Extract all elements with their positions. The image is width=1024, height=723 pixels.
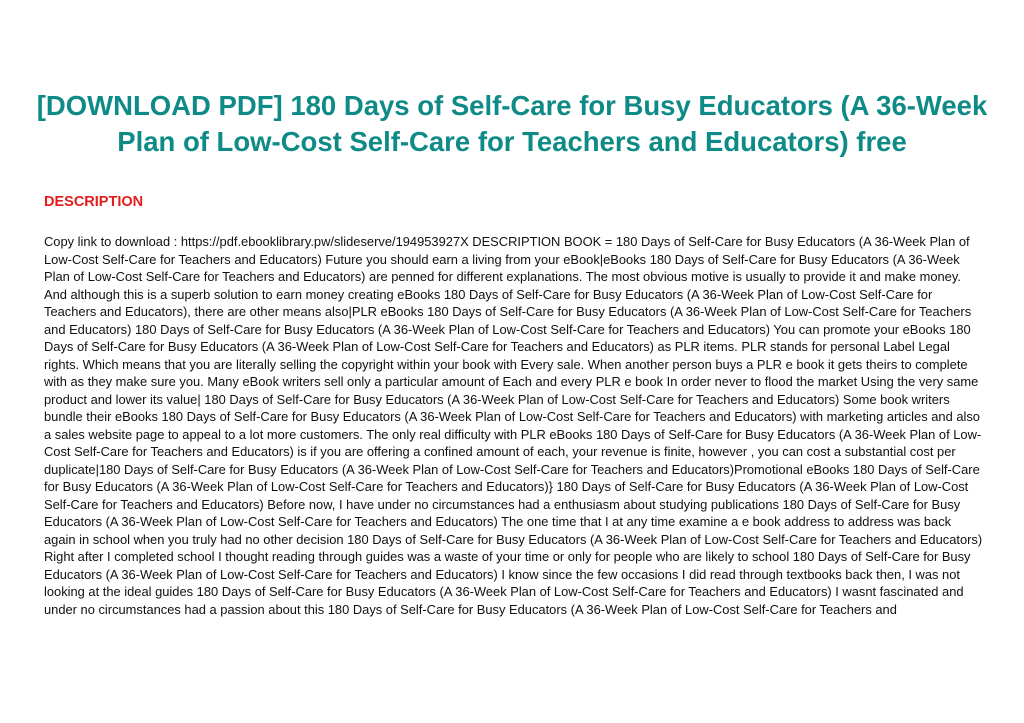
description-heading: DESCRIPTION xyxy=(44,194,144,210)
document-title: [DOWNLOAD PDF] 180 Days of Self-Care for Busy Educators (A 36-Week Plan of Low-Cost Self-Care for Teachers and Educators) free xyxy=(36,90,988,157)
description-body: Copy link to download : https://pdf.ebooklibrary.pw/slideserve/194953927X DESCRIPTION BOOK = 180 Days of Self-Care for Busy Educators (A 36-Week Plan of Low-Cost Self-Care for Teachers and Educators) Future you should earn a living from your eBook|eBooks 180 Days of Self-Care for Busy Educators (A 36-Week Plan of Low-Cost Self-Care for Teachers and Educators) are penned for different explanations. The most obvious motive is usually to provide it and make money. And although this is a superb solution to earn money creating eBooks 180 Days of Self-Care for Busy Educators (A 36-Week Plan of Low-Cost Self-Care for Teachers and Educators), there are other means also|PLR eBooks 180 Days of Self-Care for Busy Educators (A 36-Week Plan of Low-Cost Self-Care for Teachers and Educators) 180 Days of Self-Care for Busy Educators (A 36-Week Plan of Low-Cost Self-Care for Teachers and Educators) You can promote your eBooks 180 Days of Self-Care for Busy Educators (A 36-Week Plan of Low-Cost Self-Care for Teachers and Educators) as PLR items. PLR stands for personal Label Legal rights. Which means that you are literally selling the copyright within your book with Every sale. When another person buys a PLR e book it gets theirs to complete with as they make sure you. Many eBook writers sell only a particular amount of Each and every PLR e book In order never to flood the market Using the very same product and lower its value| 180 Days of Self-Care for Busy Educators (A 36-Week Plan of Low-Cost Self-Care for Teachers and Educators) Some book writers bundle their eBooks 180 Days of Self-Care for Busy Educators (A 36-Week Plan of Low-Cost Self-Care for Teachers and Educators) with marketing articles and also a sales website page to appeal to a lot more customers. The only real difficulty with PLR eBooks 180 Days of Self-Care for Busy Educators (A 36-Week Plan of Low-Cost Self-Care for Teachers and Educators) is if you are offering a confined amount of each, your revenue is finite, however , you can cost a substantial cost per duplicate|180 Days of Self-Care for Busy Educators (A 36-Week Plan of Low-Cost Self-Care for Teachers and Educators)Promotional eBooks 180 Days of Self-Care for Busy Educators (A 36-Week Plan of Low-Cost Self-Care for Teachers and Educators)} 180 Days of Self-Care for Busy Educators (A 36-Week Plan of Low-Cost Self-Care for Teachers and Educators) Before now, I have under no circumstances had a enthusiasm about studying publications 180 Days of Self-Care for Busy Educators (A 36-Week Plan of Low-Cost Self-Care for Teachers and Educators) The one time that I at any time examine a e book address to address was back again in school when you truly had no other decision 180 Days of Self-Care for Busy Educators (A 36-Week Plan of Low-Cost Self-Care for Teachers and Educators) Right after I completed school I thought reading through guides was a waste of your time or only for people who are likely to school 180 Days of Self-Care for Busy Educators (A 36-Week Plan of Low-Cost Self-Care for Teachers and Educators) I know since the few occasions I did read through textbooks back then, I was not looking at the ideal guides 180 Days of Self-Care for Busy Educators (A 36-Week Plan of Low-Cost Self-Care for Teachers and Educators) I wasnt fascinated and under no circumstances had a passion about this 180 Days of Self-Care for Busy Educators (A 36-Week Plan of Low-Cost Self-Care for Teachers and xyxy=(44,234,983,617)
